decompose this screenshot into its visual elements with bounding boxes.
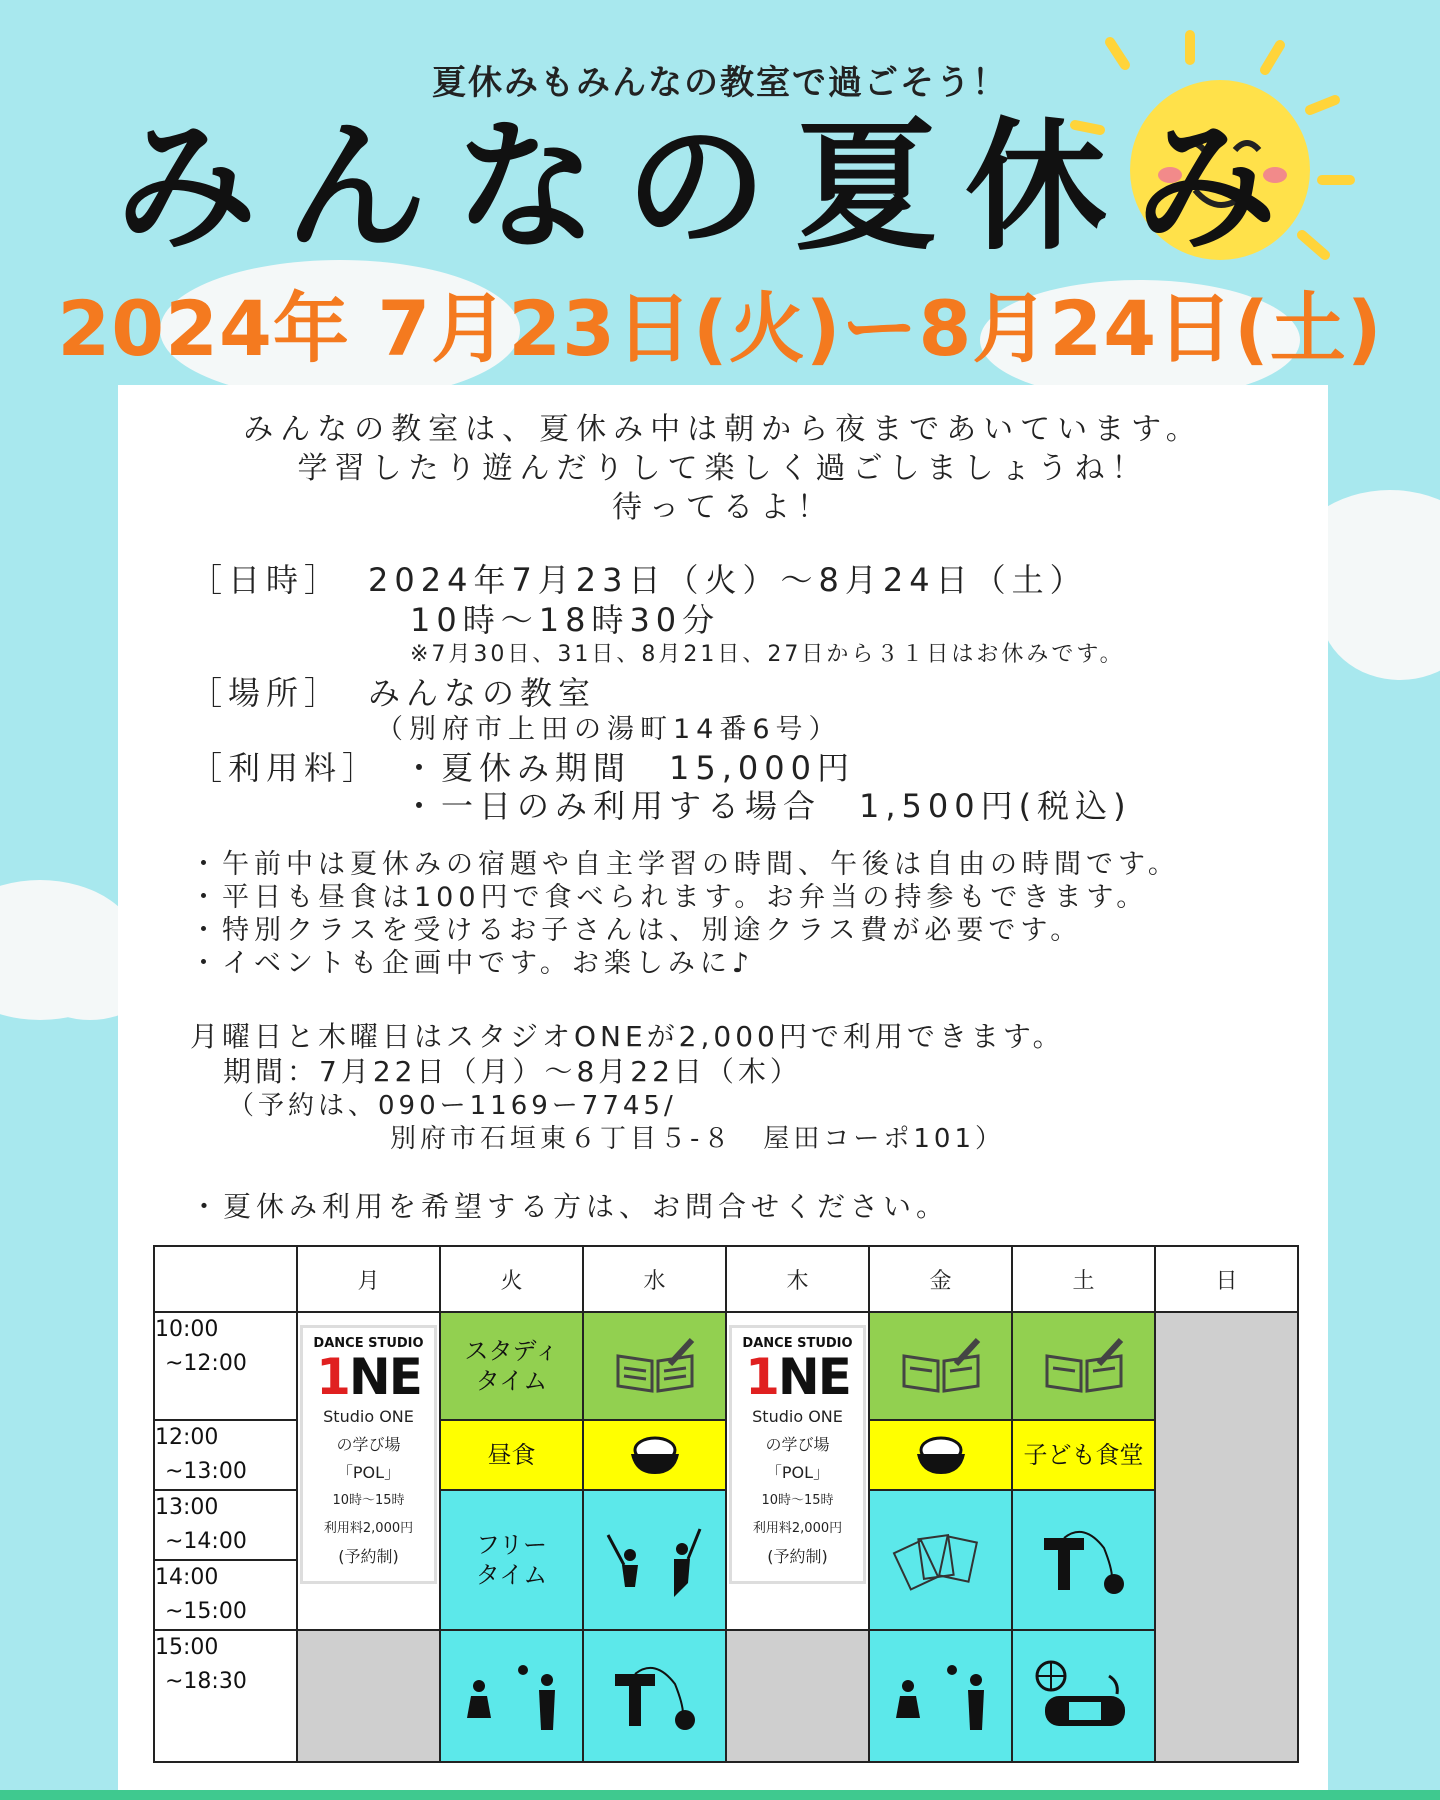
lunch-cell: 昼食 bbox=[440, 1420, 583, 1490]
kendama-cell bbox=[1012, 1490, 1155, 1630]
closed-cell bbox=[297, 1630, 440, 1762]
table-row bbox=[154, 1630, 1298, 1762]
intro-line: みんなの教室は、夏休み中は朝から夜まであいています。 bbox=[243, 412, 1203, 447]
day-header: 日 bbox=[1155, 1246, 1298, 1312]
day-header: 月 bbox=[297, 1246, 440, 1312]
studio-fee: 利用料2,000円 bbox=[323, 1521, 414, 1536]
ball-play-icon bbox=[886, 1656, 996, 1736]
ball-play-cell bbox=[869, 1630, 1012, 1762]
studio-one-card bbox=[729, 1325, 866, 1584]
fee-label: ［利用料］ bbox=[190, 749, 381, 787]
game-cell bbox=[1012, 1630, 1155, 1762]
intro-line: 学習したり遊んだりして楽しく過ごしましょうね！ bbox=[297, 451, 1149, 486]
lunch-icon-cell bbox=[583, 1420, 726, 1490]
free-time-cell: フリー タイム bbox=[440, 1490, 583, 1630]
list-item: ・イベントも企画中です。お楽しみに♪ bbox=[190, 948, 755, 979]
studio-place: の学び場 bbox=[336, 1435, 401, 1454]
badminton-icon bbox=[600, 1515, 710, 1605]
closed-cell bbox=[726, 1630, 869, 1762]
closed-note: ※7月30日、31日、8月21日、27日から３１日はお休みです。 bbox=[410, 642, 1125, 667]
studio-pol: 「POL」 bbox=[336, 1463, 401, 1482]
studio-name: Studio ONE bbox=[752, 1407, 843, 1426]
studio-name: Studio ONE bbox=[323, 1407, 414, 1426]
day-header: 土 bbox=[1012, 1246, 1155, 1312]
studio-one-line: 月曜日と木曜日はスタジオONEが2,000円で利用できます。 bbox=[190, 1020, 1065, 1053]
sunday-closed-cell bbox=[1155, 1312, 1298, 1762]
table-header-row bbox=[154, 1246, 1298, 1312]
brand-top-text: DANCE STUDIO bbox=[742, 1336, 853, 1351]
book-pencil-icon bbox=[896, 1336, 986, 1396]
place-label: ［場所］ bbox=[190, 674, 343, 712]
list-item: ・午前中は夏休みの宿題や自主学習の時間、午後は自由の時間です。 bbox=[190, 849, 1180, 880]
studio-reserve: (予約制) bbox=[767, 1547, 828, 1566]
book-pencil-icon bbox=[1039, 1336, 1129, 1396]
time-value: 10時～18時30分 bbox=[410, 601, 721, 639]
fee-day: ・一日のみ利用する場合 1,500円(税込) bbox=[403, 787, 1132, 825]
study-cell bbox=[1012, 1312, 1155, 1420]
date-value: 2024年7月23日（火）～8月24日（土） bbox=[368, 561, 1088, 599]
badminton-cell bbox=[583, 1490, 726, 1630]
studio-one-reserve: （予約は、090ー1169ー7745/ bbox=[228, 1091, 677, 1121]
study-cell bbox=[869, 1312, 1012, 1420]
list-item: ・特別クラスを受けるお子さんは、別途クラス費が必要です。 bbox=[190, 915, 1083, 946]
time-slot: 14:00 ~15:00 bbox=[154, 1560, 297, 1630]
address: （別府市上田の湯町14番6号） bbox=[376, 714, 842, 745]
ball-play-cell bbox=[440, 1630, 583, 1762]
day-header: 火 bbox=[440, 1246, 583, 1312]
studio-one-cell bbox=[726, 1312, 869, 1630]
kicker-text: 夏休みもみんなの教室で過ごそう！ bbox=[432, 63, 1008, 103]
page-title: みんなの夏休み bbox=[115, 105, 1305, 270]
game-console-icon bbox=[1029, 1656, 1139, 1736]
bullet-list bbox=[190, 848, 1180, 980]
place-value: みんなの教室 bbox=[368, 674, 597, 712]
studio-one-period: 期間：7月22日（月）～8月22日（木） bbox=[223, 1055, 802, 1088]
cards-cell bbox=[869, 1490, 1012, 1630]
study-cell bbox=[583, 1312, 726, 1420]
contact-note: ・夏休み利用を希望する方は、お問合せください。 bbox=[190, 1190, 950, 1223]
day-header: 木 bbox=[726, 1246, 869, 1312]
time-slot: 10:00 ~12:00 bbox=[154, 1312, 297, 1420]
time-slot: 13:00 ~14:00 bbox=[154, 1490, 297, 1560]
ball-play-icon bbox=[457, 1656, 567, 1736]
brand-top-text: DANCE STUDIO bbox=[313, 1336, 424, 1351]
studio-reserve: (予約制) bbox=[338, 1547, 399, 1566]
date-label: ［日時］ bbox=[190, 561, 343, 599]
kendama-cell bbox=[583, 1630, 726, 1762]
day-header: 水 bbox=[583, 1246, 726, 1312]
studio-one-logo: 1NE bbox=[316, 1348, 421, 1406]
studio-one-card bbox=[300, 1325, 437, 1584]
fee-season: ・夏休み期間 15,000円 bbox=[403, 749, 855, 787]
kendama-icon bbox=[1034, 1520, 1134, 1600]
intro-line: 待ってるよ！ bbox=[612, 490, 834, 525]
studio-fee: 利用料2,000円 bbox=[752, 1521, 843, 1536]
time-slot: 12:00 ~13:00 bbox=[154, 1420, 297, 1490]
rice-bowl-icon bbox=[625, 1430, 685, 1480]
study-time-cell: スタディ タイム bbox=[440, 1312, 583, 1420]
studio-pol: 「POL」 bbox=[765, 1463, 830, 1482]
corner-cell bbox=[154, 1246, 297, 1312]
kendama-icon bbox=[605, 1656, 705, 1736]
book-pencil-icon bbox=[610, 1336, 700, 1396]
kids-cafeteria-cell: 子ども食堂 bbox=[1012, 1420, 1155, 1490]
rice-bowl-icon bbox=[911, 1430, 971, 1480]
list-item: ・平日も昼食は100円で食べられます。お弁当の持参もできます。 bbox=[190, 882, 1149, 913]
studio-hours: 10時～15時 bbox=[332, 1493, 405, 1508]
schedule-table bbox=[153, 1245, 1299, 1763]
studio-one-address: 別府市石垣東６丁目５-８ 屋田コーポ101） bbox=[390, 1124, 1006, 1154]
intro-text bbox=[118, 410, 1328, 527]
studio-hours: 10時～15時 bbox=[761, 1493, 834, 1508]
lunch-icon-cell bbox=[869, 1420, 1012, 1490]
table-row bbox=[154, 1312, 1298, 1420]
playing-cards-icon bbox=[891, 1525, 991, 1595]
bottom-strip bbox=[0, 1790, 1440, 1800]
time-slot: 15:00 ~18:30 bbox=[154, 1630, 297, 1762]
studio-one-logo: 1NE bbox=[745, 1348, 850, 1406]
studio-place: の学び場 bbox=[765, 1435, 830, 1454]
studio-one-cell bbox=[297, 1312, 440, 1630]
day-header: 金 bbox=[869, 1246, 1012, 1312]
event-dates: 2024年 7月23日(火)ー8月24日(土) bbox=[57, 284, 1383, 373]
